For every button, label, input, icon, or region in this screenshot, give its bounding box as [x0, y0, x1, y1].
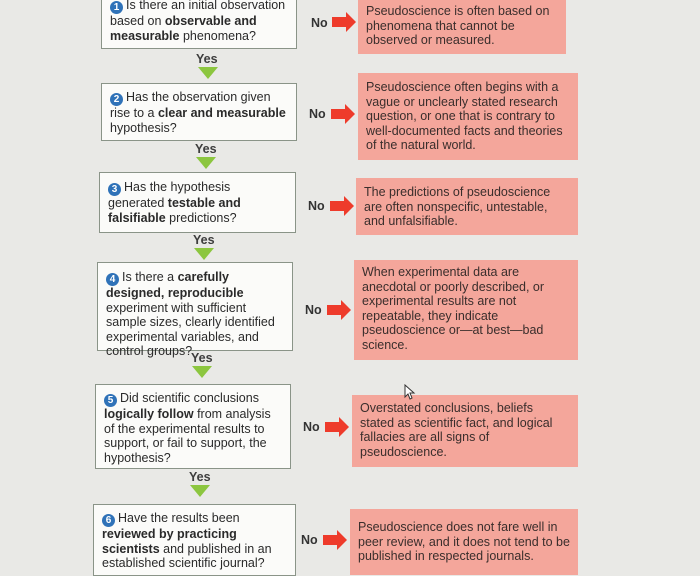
yes-label-2: Yes — [195, 142, 217, 156]
yes-arrow-icon — [198, 67, 218, 79]
question-text: predictions? — [165, 210, 237, 225]
yes-arrow-icon — [194, 248, 214, 260]
question-box-2 — [101, 83, 297, 141]
question-text: from analysis of the experimental results to support, or fail to support, the hypothesis? — [104, 407, 271, 465]
question-box-1 — [101, 0, 297, 49]
no-label-3: No — [308, 199, 325, 213]
no-label-1: No — [311, 16, 328, 30]
question-text: hypothesis? — [110, 120, 177, 135]
answer-box-1: Pseudoscience is often based on phenomena that cannot be observed or measured. — [358, 0, 566, 54]
answer-box-2: Pseudoscience often begins with a vague or unclearly stated research question, or one that is contrary to well-documented facts and theories of the natural world. — [358, 73, 578, 160]
no-arrow-icon — [325, 417, 351, 437]
question-text: experiment with sufficient sample sizes, clearly identified experimental variables, and control groups? — [106, 300, 275, 358]
no-label-5: No — [303, 420, 320, 434]
no-arrow-icon — [327, 300, 353, 320]
question-emphasis: logically follow — [104, 407, 194, 421]
no-label-4: No — [305, 303, 322, 317]
question-emphasis: carefully designed, reproducible — [106, 270, 244, 300]
step-number-badge: 4 — [106, 273, 119, 286]
question-text: Have the results been — [118, 511, 240, 525]
no-arrow-icon — [332, 12, 358, 32]
yes-arrow-icon — [192, 366, 212, 378]
mouse-cursor-icon — [404, 384, 416, 400]
yes-label-1: Yes — [196, 52, 218, 66]
question-text: phenomena? — [179, 28, 256, 43]
no-arrow-icon — [331, 104, 357, 124]
question-emphasis: reviewed by practicing scientists — [102, 527, 237, 556]
answer-box-5: Overstated conclusions, beliefs stated as scientific fact, and logical fallacies are all signs of pseudoscience. — [352, 395, 578, 467]
yes-arrow-icon — [196, 157, 216, 169]
question-emphasis: testable and falsifiable — [108, 196, 241, 225]
question-box-6 — [93, 504, 296, 576]
no-arrow-icon — [330, 196, 356, 216]
yes-label-5: Yes — [189, 470, 211, 484]
step-number-badge: 2 — [110, 93, 123, 106]
question-emphasis: clear and measurable — [157, 106, 286, 120]
answer-box-6: Pseudoscience does not fare well in peer review, and it does not tend to be published in respected journals. — [350, 509, 578, 575]
question-text: Has the hypothesis generated — [108, 180, 231, 210]
no-label-2: No — [309, 107, 326, 121]
question-box-5 — [95, 384, 291, 469]
question-text: and published in an established scientific journal? — [102, 541, 272, 570]
step-number-badge: 3 — [108, 183, 121, 196]
no-arrow-icon — [323, 530, 349, 550]
no-label-6: No — [301, 533, 318, 547]
step-number-badge: 5 — [104, 394, 117, 407]
answer-box-3: The predictions of pseudoscience are often nonspecific, untestable, and unfalsifiable. — [356, 178, 578, 235]
question-emphasis: observable and measurable — [110, 14, 257, 43]
question-box-3 — [99, 172, 296, 233]
step-number-badge: 6 — [102, 514, 115, 527]
question-text: Is there a — [122, 270, 178, 284]
yes-label-4: Yes — [191, 351, 213, 365]
yes-arrow-icon — [190, 485, 210, 497]
question-text: Did scientific conclusions — [120, 391, 259, 405]
yes-label-3: Yes — [193, 233, 215, 247]
step-number-badge: 1 — [110, 1, 123, 14]
question-text: Is there an initial observation based on — [110, 0, 286, 28]
question-text: Has the observation given rise to a — [110, 90, 271, 120]
answer-box-4: When experimental data are anecdotal or poorly described, or experimental results are not repeatable, they indicate pseudoscience or—at best—bad science. — [354, 260, 578, 360]
